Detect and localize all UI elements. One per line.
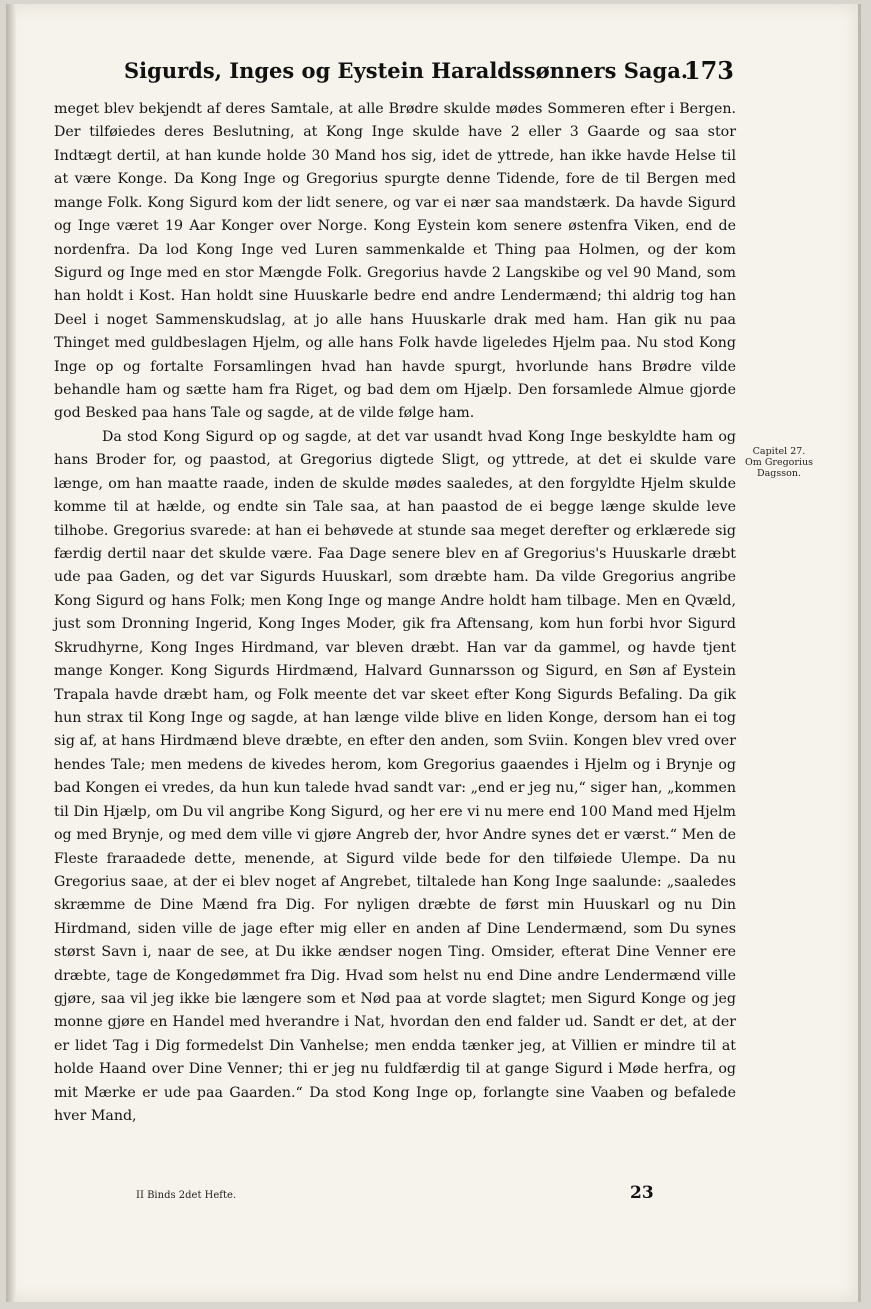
chapter-subject: Om Gregorius [745,457,813,468]
paragraph-continuation: meget blev bekjendt af deres Samtale, at alle Brødre skulde mødes Sommeren efter i Bergen. Der tilføiedes deres Beslutning, at Kong Inge skulde have 2 eller 3 Gaarde og saa stor Indtægt dertil, at han kunde holde 30 Mand hos sig, idet de yttrede, han ikke havde Helse til at være Konge. Da Kong Inge og Gregorius spurgte denne Tidende, fore de til Bergen med mange Folk. Kong Sigurd kom der lidt senere, og var ei nær saa mandstærk. Da havde Sigurd og Inge været 19 Aar Konger over Norge. Kong Eystein kom senere østenfra Viken, end de nordenfra. Da lod Kong Inge ved Luren sammenkalde et Thing paa Holmen, og der kom Sigurd og Inge med en stor Mængde Folk. Gregorius havde 2 Langskibe og vel 90 Mand, som han holdt i Kost. Han holdt sine Huuskarle bedre end andre Lendermænd; thi aldrig tog han Deel i noget Sammenskudslag, at jo alle hans Huuskarle drak med ham. Han gik nu paa Thinget med guldbeslagen Hjelm, og alle hans Folk havde ligeledes Hjelm paa. Nu stod Kong Inge op og fortalte Forsamlingen hvad han havde spurgt, hvorlunde hans Brødre vilde behandle ham og sætte ham fra Riget, og bad dem om Hjælp. Den forsamlede Almue gjorde god Besked paa hans Tale og sagde, at de vilde følge ham. [54,101,736,422]
chapter-subject-name: Dagsson. [757,468,801,479]
page-number: 173 [683,56,734,85]
signature-mark: II Binds 2det Hefte. [136,1190,237,1201]
running-header [124,58,734,83]
book-page [6,4,861,1302]
running-title: Sigurds, Inges og Eystein Haraldssønners Saga. [124,58,689,83]
sheet-number: 23 [630,1183,654,1203]
chapter-number: Capitel 27. [752,446,806,457]
paragraph-chapter-27: Da stod Kong Sigurd op og sagde, at det var usandt hvad Kong Inge beskyldte ham og hans Broder for, og paastod, at Gregorius digtede Sligt, og yttrede, at det ei skulde vare længe, om han maatte raade, inden de skulde mødes saaledes, at den forgyldte Hjelm skulde komme til at hælde, og endte sin Tale saa, at han paastod de ei begge længe skulde leve tilhobe. Gregorius svarede: at han ei behøvede at stunde saa meget derefter og erklærede sig færdig dertil naar det skulde være. Faa Dage senere blev en af Gregorius's Huuskarle dræbt ude paa Gaden, og det var Sigurds Huuskarl, som dræbte ham. Da vilde Gregorius angribe Kong Sigurd og hans Folk; men Kong Inge og mange Andre holdt ham tilbage. Men en Qvæld, just som Dronning Ingerid, Kong Inges Moder, gik fra Aftensang, kom hun forbi hvor Sigurd Skrudhyrne, Kong Inges Hirdmand, var bleven dræbt. Han var da gammel, og havde tjent mange Konger. Kong Sigurds Hirdmænd, Halvard Gunnarsson og Sigurd, en Søn af Eystein Trapala havde dræbt ham, og Folk meente det var skeet efter Kong Sigurds Befaling. Da gik hun strax til Kong Inge og sagde, at han længe vilde blive en liden Konge, dersom han ei tog sig af, at hans Hirdmænd bleve dræbte, en efter den anden, som Sviin. Kongen blev vred over hendes Tale; men medens de kivedes herom, kom Gregorius gaaendes i Hjelm og i Brynje og bad Kongen ei vredes, da hun kun talede hvad sandt var: „end er jeg nu,“ siger han, „kommen til Din Hjælp, om Du vil angribe Kong Sigurd, og her ere vi nu mere end 100 Mand med Hjelm og med Brynje, og med dem ville vi gjøre Angreb der, hvor Andre synes det er værst.“ Men de Fleste fraraadede dette, menende, at Sigurd vilde bede for den tilføiede Ulempe. Da nu Gregorius saae, at der ei blev noget af Angrebet, tiltalede han Kong Inge saalunde: „saaledes skræmme de Dine Mænd fra Dig. For nyligen dræbte de først min Huuskarl og nu Din Hirdmand, siden ville de jage efter mig eller en anden af Dine Lendermænd, som Du synes størst Savn i, naar de see, at Du ikke ændser nogen Ting. Omsider, efterat Dine Venner ere dræbte, tage de Kongedømmet fra Dig. Hvad som helst nu end Dine andre Lendermænd ville gjøre, saa vil jeg ikke bie længere som et Nød paa at vorde slagtet; men Sigurd Konge og jeg monne gjøre en Handel med hverandre i Nat, hvordan den end falder ud. Sandt er det, at der er lidet Tag i Dig formedelst Din Vanhelse; men endda tænker jeg, at Villien er mindre til at holde Haand over Dine Venner; thi er jeg nu fuldfærdig til at gange Sigurd i Møde herfra, og mit Mærke er ude paa Gaarden.“ Da stod Kong Inge op, forlangte sine Vaaben og befalede hver Mand, [54,428,736,1125]
chapter-margin-note [740,446,818,479]
page-binding-edge [6,4,16,1302]
body-text [54,98,736,1129]
